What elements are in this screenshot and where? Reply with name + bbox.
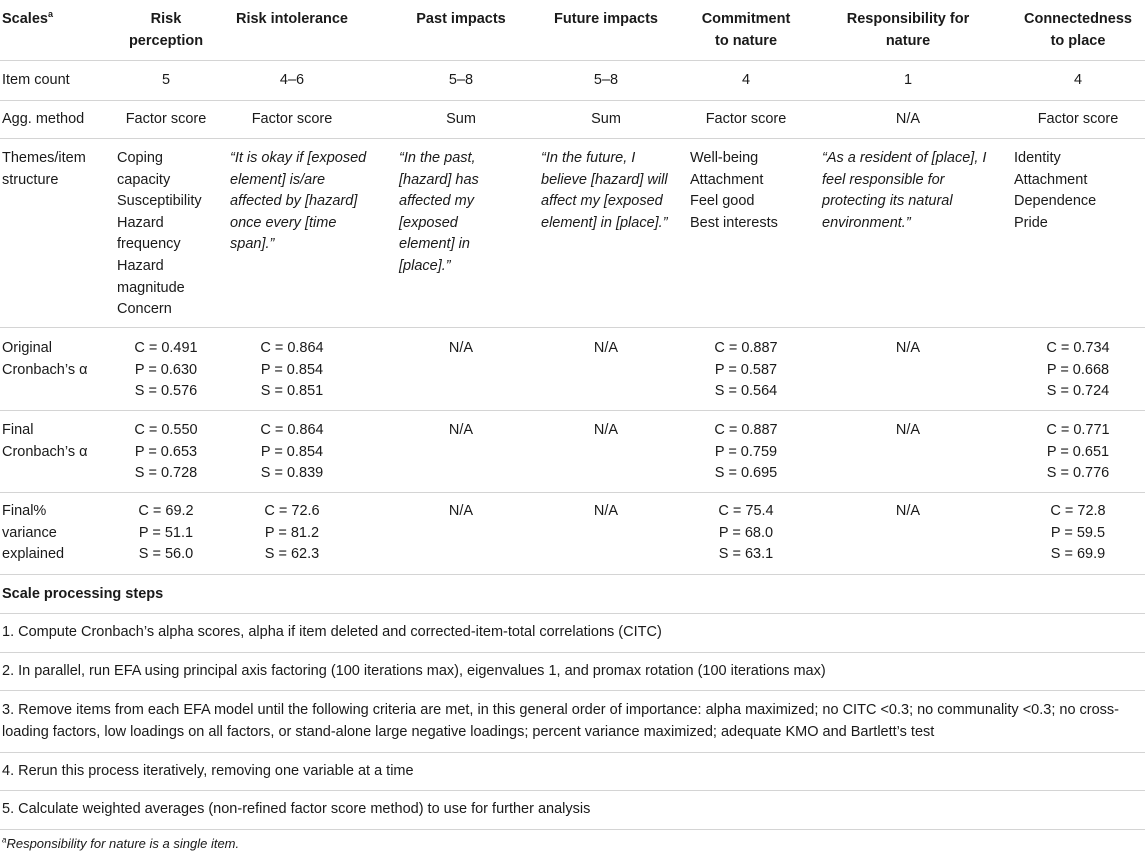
processing-step: 1. Compute Cronbach’s alpha scores, alpha if item deleted and corrected-item-total correlations (CITC): [2, 624, 662, 640]
processing-step: 5. Calculate weighted averages (non-refined factor score method) to use for further analysis: [2, 801, 591, 817]
variance-risk-perception: C = 69.2 P = 51.1 S = 56.0: [138, 503, 194, 563]
themes-commitment: Well-being Attachment Feel good Best interests: [690, 150, 778, 231]
row-divider: [0, 100, 1145, 101]
agg-method-value: Factor score: [125, 111, 207, 127]
agg-method-value: Sum: [446, 111, 476, 127]
processing-step: 2. In parallel, run EFA using principal axis factoring (100 iterations max), eigenvalues 1, and promax rotation (100 iterations max): [2, 663, 826, 679]
row-divider: [0, 652, 1145, 653]
agg-method-value: N/A: [895, 111, 921, 127]
themes-connectedness: Identity Attachment Dependence Pride: [1014, 150, 1097, 231]
item-count-value: 4: [741, 72, 751, 88]
agg-method-value: Factor score: [1037, 111, 1119, 127]
original-alpha-future-impacts: N/A: [593, 340, 619, 356]
header-risk-intolerance: Risk intolerance: [235, 11, 348, 27]
themes-risk-intolerance: “It is okay if [exposed element] is/are affected by [hazard] once every [time span].”: [230, 150, 367, 253]
item-count-value: 4–6: [279, 72, 305, 88]
row-divider: [0, 138, 1145, 139]
variance-responsibility: N/A: [895, 503, 921, 519]
variance-future-impacts: N/A: [593, 503, 619, 519]
final-alpha-risk-intolerance: C = 0.864 P = 0.854 S = 0.839: [260, 422, 324, 482]
row-label-themes: Themes/item structure: [2, 150, 86, 188]
variance-connectedness: C = 72.8 P = 59.5 S = 69.9: [1050, 503, 1106, 563]
original-alpha-connectedness: C = 0.734 P = 0.668 S = 0.724: [1046, 340, 1110, 400]
row-divider: [0, 752, 1145, 753]
row-label-final-alpha: Final Cronbach’s α: [2, 422, 88, 460]
row-label-agg-method: Agg. method: [2, 111, 85, 127]
variance-risk-intolerance: C = 72.6 P = 81.2 S = 62.3: [264, 503, 320, 563]
final-alpha-risk-perception: C = 0.550 P = 0.653 S = 0.728: [134, 422, 198, 482]
row-label-item-count: Item count: [2, 72, 70, 88]
item-count-value: 5: [161, 72, 171, 88]
row-divider: [0, 690, 1145, 691]
row-divider: [0, 613, 1145, 614]
row-label-original-alpha: Original Cronbach’s α: [2, 340, 88, 378]
header-scales: Scales$^a$: [2, 9, 53, 27]
processing-step: 4. Rerun this process iteratively, removing one variable at a time: [2, 763, 414, 779]
row-divider: [0, 410, 1145, 411]
variance-past-impacts: N/A: [448, 503, 474, 519]
row-divider: [0, 790, 1145, 791]
final-alpha-past-impacts: N/A: [448, 422, 474, 438]
row-divider: [0, 492, 1145, 493]
footnote: $^a$Responsibility for nature is a single item.: [2, 835, 240, 851]
agg-method-value: Sum: [591, 111, 621, 127]
original-alpha-risk-intolerance: C = 0.864 P = 0.854 S = 0.851: [260, 340, 324, 400]
processing-step: 3. Remove items from each EFA model until the following criteria are met, in this general order of importance: alpha maximized; no CITC <0.3; no communality <0.3; no cross- loading factors, low loadings on all factors, or stand-alone large negative loadings; percent variance maximized; adequate KMO and Bartlett’s test: [2, 702, 1120, 740]
themes-risk-perception: Coping capacity Susceptibility Hazard frequency Hazard magnitude Concern: [117, 150, 202, 318]
processing-title: Scale processing steps: [2, 586, 164, 602]
final-alpha-connectedness: C = 0.771 P = 0.651 S = 0.776: [1046, 422, 1110, 482]
item-count-value: 4: [1073, 72, 1083, 88]
variance-commitment: C = 75.4 P = 68.0 S = 63.1: [718, 503, 774, 563]
header-future-impacts: Future impacts: [554, 11, 658, 27]
row-divider: [0, 829, 1145, 830]
original-alpha-risk-perception: C = 0.491 P = 0.630 S = 0.576: [134, 340, 198, 400]
header-connectedness: Connectedness to place: [1024, 11, 1132, 49]
themes-past-impacts: “In the past, [hazard] has affected my [exposed element] in [place].”: [399, 150, 479, 274]
final-alpha-responsibility: N/A: [895, 422, 921, 438]
row-divider: [0, 60, 1145, 61]
original-alpha-responsibility: N/A: [895, 340, 921, 356]
header-responsibility: Responsibility for nature: [846, 11, 970, 49]
item-count-value: 5–8: [448, 72, 474, 88]
themes-responsibility: “As a resident of [place], I feel responsible for protecting its natural environment.”: [822, 150, 987, 231]
agg-method-value: Factor score: [251, 111, 333, 127]
row-divider: [0, 574, 1145, 575]
item-count-value: 5–8: [593, 72, 619, 88]
header-commitment: Commitment to nature: [701, 11, 791, 49]
item-count-value: 1: [903, 72, 913, 88]
header-past-impacts: Past impacts: [416, 11, 506, 27]
row-label-variance: Final% variance explained: [2, 503, 65, 563]
original-alpha-commitment: C = 0.887 P = 0.587 S = 0.564: [714, 340, 778, 400]
themes-future-impacts: “In the future, I believe [hazard] will affect my [exposed element] in [place].”: [541, 150, 668, 231]
final-alpha-future-impacts: N/A: [593, 422, 619, 438]
row-divider: [0, 327, 1145, 328]
agg-method-value: Factor score: [705, 111, 787, 127]
final-alpha-commitment: C = 0.887 P = 0.759 S = 0.695: [714, 422, 778, 482]
header-risk-perception: Risk perception: [128, 11, 204, 49]
original-alpha-past-impacts: N/A: [448, 340, 474, 356]
